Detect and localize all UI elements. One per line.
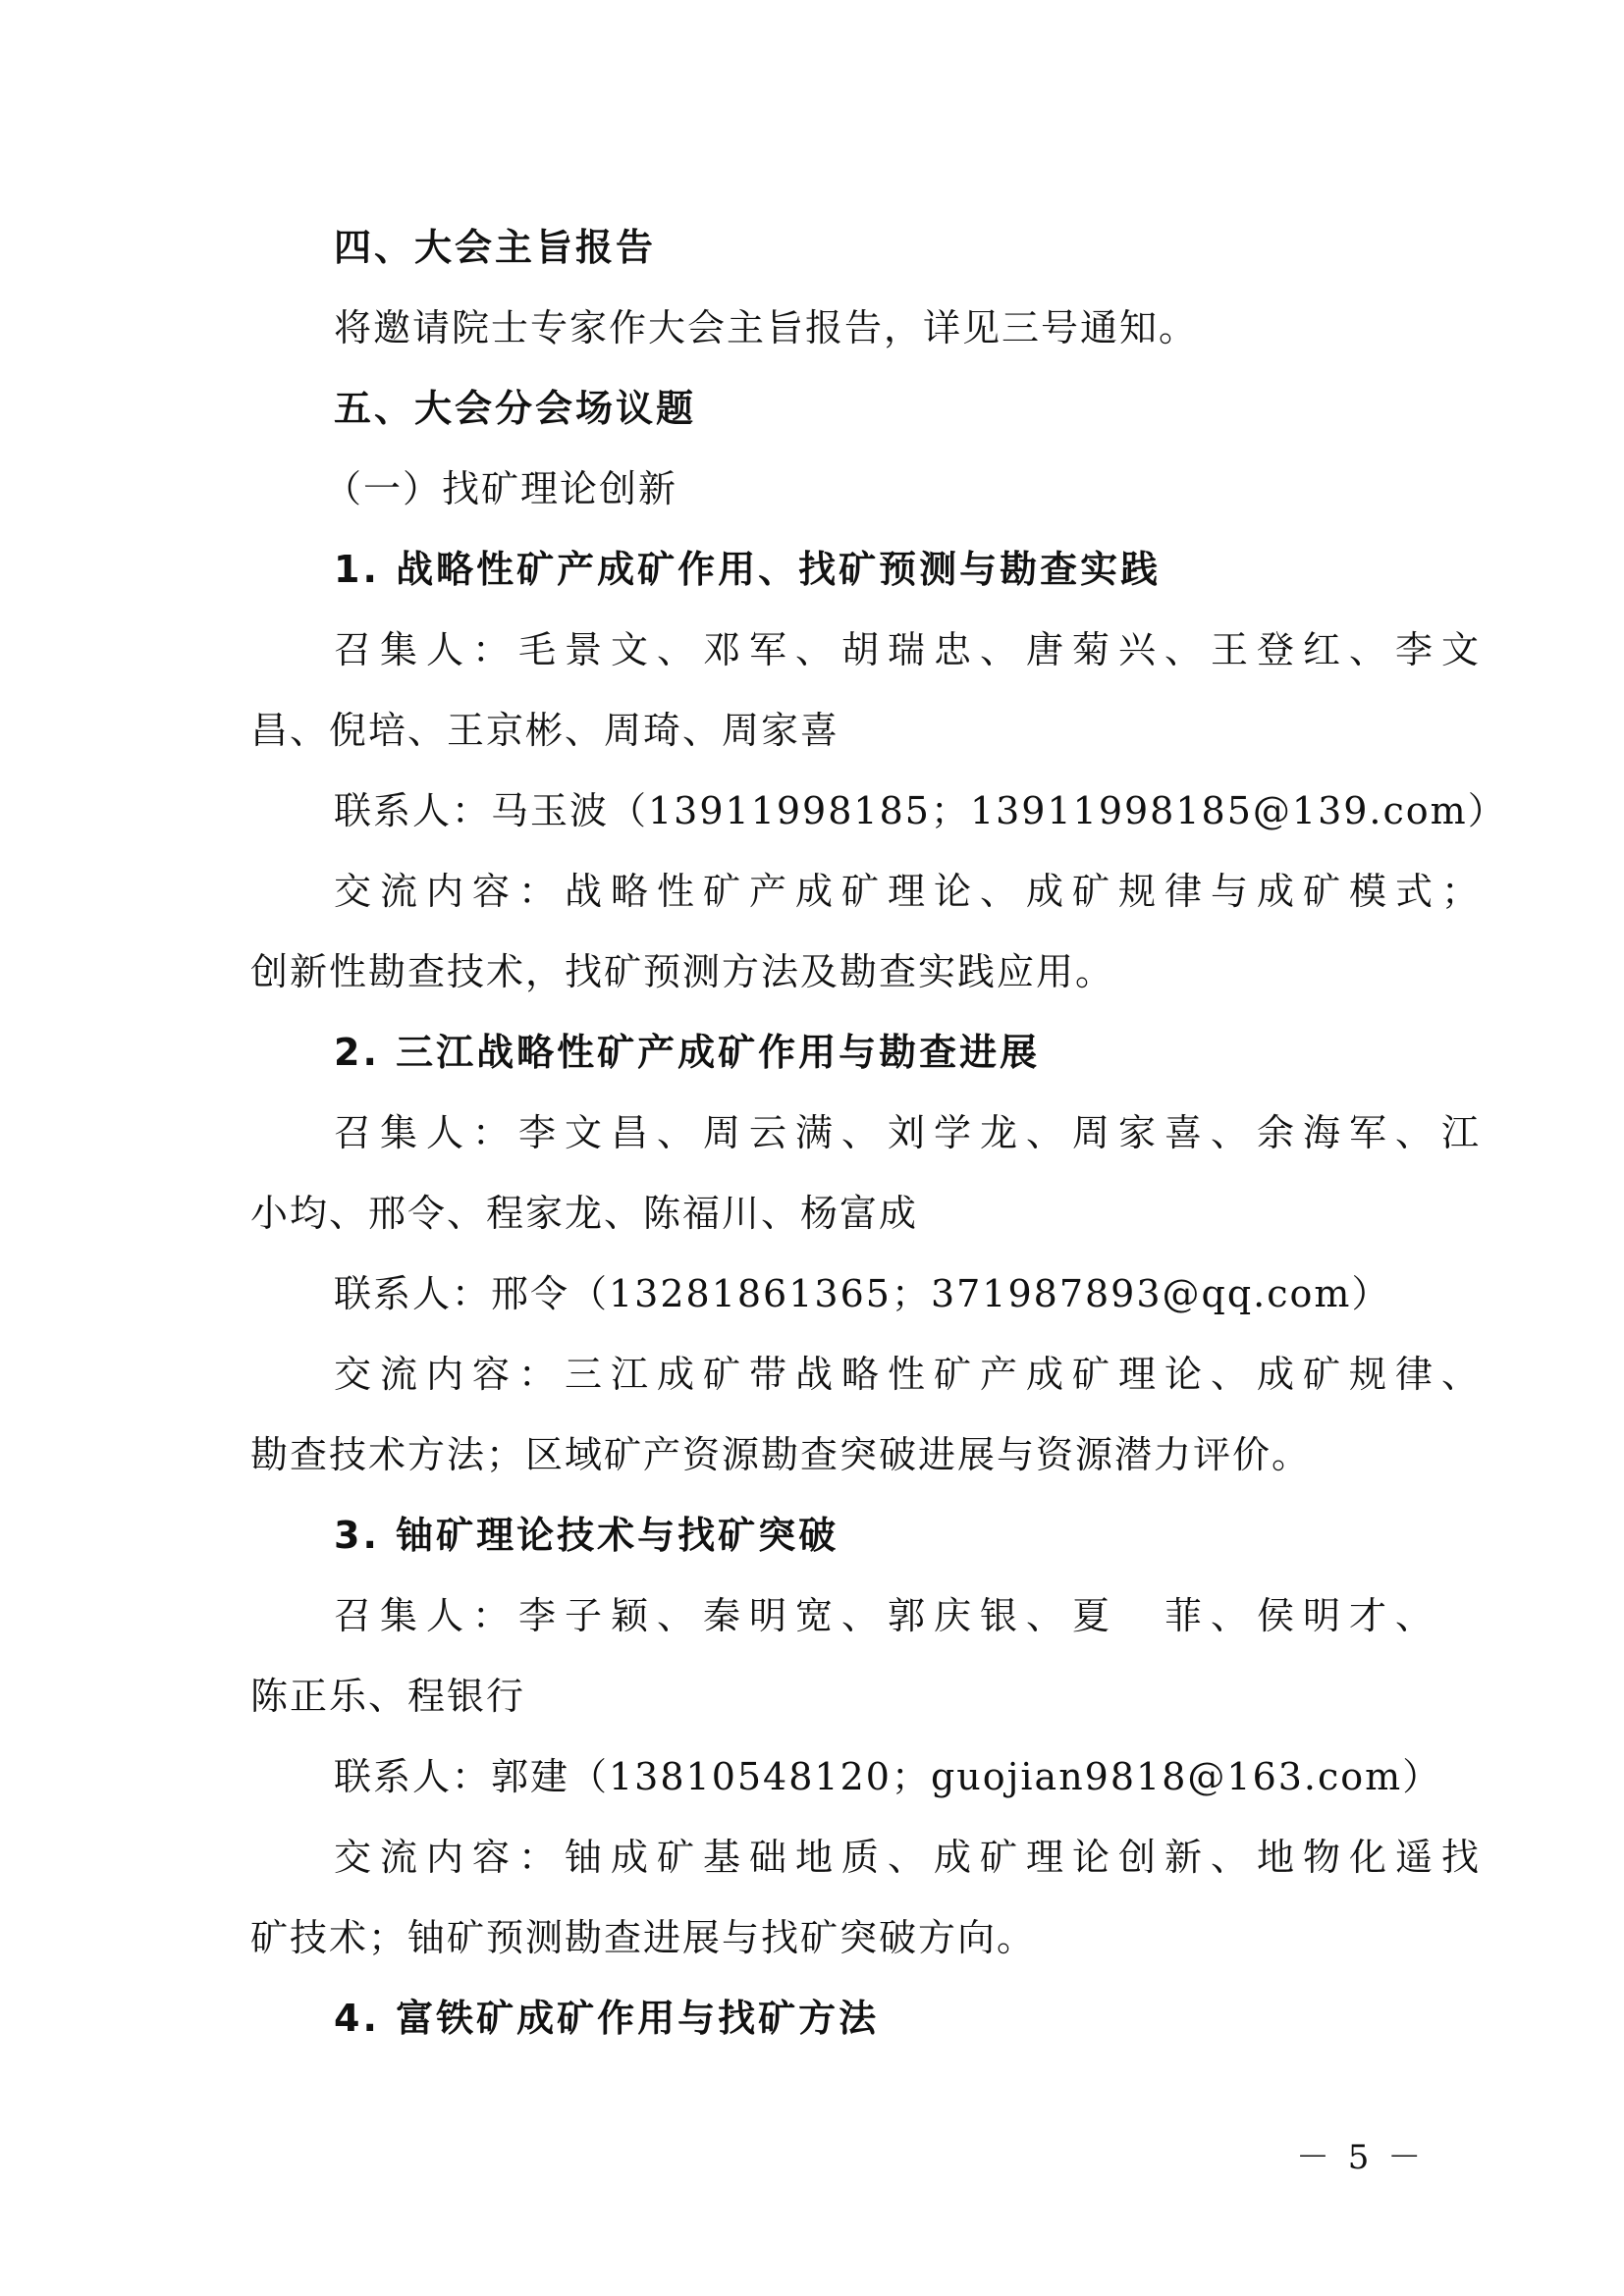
topic-1-conveners-line-2: 昌、倪培、王京彬、周琦、周家喜 [250, 709, 840, 752]
topic-3-content-line-1: 交流内容：铀成矿基础地质、成矿理论创新、地物化遥找 [334, 1836, 1489, 1879]
topic-2-conveners-line-2: 小均、邢令、程家龙、陈福川、杨富成 [250, 1192, 919, 1235]
topic-2-content-line-1: 交流内容：三江成矿带战略性矿产成矿理论、成矿规律、 [334, 1353, 1489, 1396]
topic-1-title: 1. 战略性矿产成矿作用、找矿预测与勘查实践 [334, 548, 1162, 591]
topic-1-content-line-2: 创新性勘查技术，找矿预测方法及勘查实践应用。 [250, 950, 1115, 993]
topic-3-conveners-line-1: 召集人：李子颖、秦明宽、郭庆银、夏 菲、侯明才、 [334, 1594, 1442, 1637]
topic-3-content-line-2: 矿技术；铀矿预测勘查进展与找矿突破方向。 [250, 1916, 1037, 1959]
page-number: － 5 － [1296, 2138, 1426, 2177]
topic-1-conveners-line-1: 召集人：毛景文、邓军、胡瑞忠、唐菊兴、王登红、李文 [334, 628, 1489, 671]
topic-3-title: 3. 铀矿理论技术与找矿突破 [334, 1514, 839, 1557]
topic-4-title: 4. 富铁矿成矿作用与找矿方法 [334, 1997, 880, 2040]
topic-2-contact: 联系人：邢令（13281861365；371987893@qq.com） [334, 1272, 1391, 1315]
topic-1-content-line-1: 交流内容：战略性矿产成矿理论、成矿规律与成矿模式； [334, 870, 1489, 913]
topic-2-title: 2. 三江战略性矿产成矿作用与勘查进展 [334, 1031, 1041, 1074]
topic-2-content-line-2: 勘查技术方法；区域矿产资源勘查突破进展与资源潜力评价。 [250, 1433, 1312, 1476]
topic-2-conveners-line-1: 召集人：李文昌、周云满、刘学龙、周家喜、余海军、江 [334, 1111, 1489, 1154]
section-4-text: 将邀请院士专家作大会主旨报告，详见三号通知。 [334, 306, 1199, 349]
topic-1-contact: 联系人：马玉波（13911998185；13911998185@139.com） [334, 789, 1507, 832]
section-5-subheading: （一）找矿理论创新 [324, 467, 678, 510]
section-5-heading: 五、大会分会场议题 [334, 387, 697, 430]
topic-3-conveners-line-2: 陈正乐、程银行 [250, 1675, 526, 1718]
topic-3-contact: 联系人：郭建（13810548120；guojian9818@163.com） [334, 1755, 1442, 1798]
section-4-heading: 四、大会主旨报告 [334, 226, 657, 269]
